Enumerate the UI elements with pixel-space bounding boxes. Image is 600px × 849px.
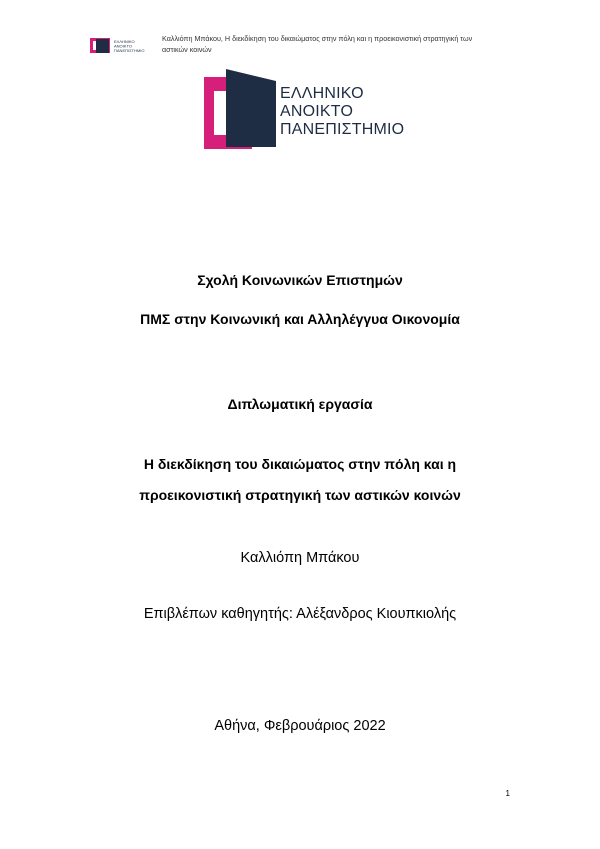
thesis-title-line-2: προεικονιστική στρατηγική των αστικών κοινών	[139, 487, 461, 503]
header-line-1: Καλλιόπη Μπάκου, Η διεκδίκηση του δικαιώματος στην πόλη και η προεικονιστική στρατηγική των	[162, 34, 473, 43]
header-text	[162, 33, 522, 55]
thesis-title-line-1: Η διεκδίκηση του δικαιώματος στην πόλη και η	[143, 456, 457, 472]
program-name: ΠΜΣ στην Κοινωνική και Αλληλέγγυα Οικονομία	[140, 311, 460, 327]
university-logo-small-icon	[90, 35, 150, 55]
author-name: Καλλιόπη Μπάκου	[240, 550, 360, 566]
supervisor: Επιβλέπων καθηγητής: Αλέξανδρος Κιουπκιολής	[143, 606, 457, 622]
svg-text:ΑΝΟΙΚΤΟ: ΑΝΟΙΚΤΟ	[114, 43, 132, 49]
page-number: 1	[505, 789, 510, 798]
logo-line-3: ΠΑΝΕΠΙΣΤΗΜΙΟ	[280, 121, 405, 138]
university-logo-text	[280, 85, 404, 139]
document-type: Διπλωματική εργασία	[227, 396, 373, 412]
school-name: Σχολή Κοινωνικών Επιστημών	[197, 272, 403, 288]
logo-line-1: ΕΛΛΗΝΙΚΟ	[280, 85, 364, 102]
place-date: Αθήνα, Φεβρουάριος 2022	[214, 718, 386, 734]
university-logo-mark-icon	[204, 69, 276, 149]
header-line-2: αστικών κοινών	[162, 45, 212, 54]
university-logo	[204, 69, 404, 149]
running-header	[90, 33, 530, 57]
svg-text:ΕΛΛΗΝΙΚΟ: ΕΛΛΗΝΙΚΟ	[114, 39, 135, 44]
logo-line-2: ΑΝΟΙΚΤΟ	[280, 103, 354, 120]
svg-text:ΠΑΝΕΠΙΣΤΗΜΙΟ: ΠΑΝΕΠΙΣΤΗΜΙΟ	[114, 48, 145, 53]
